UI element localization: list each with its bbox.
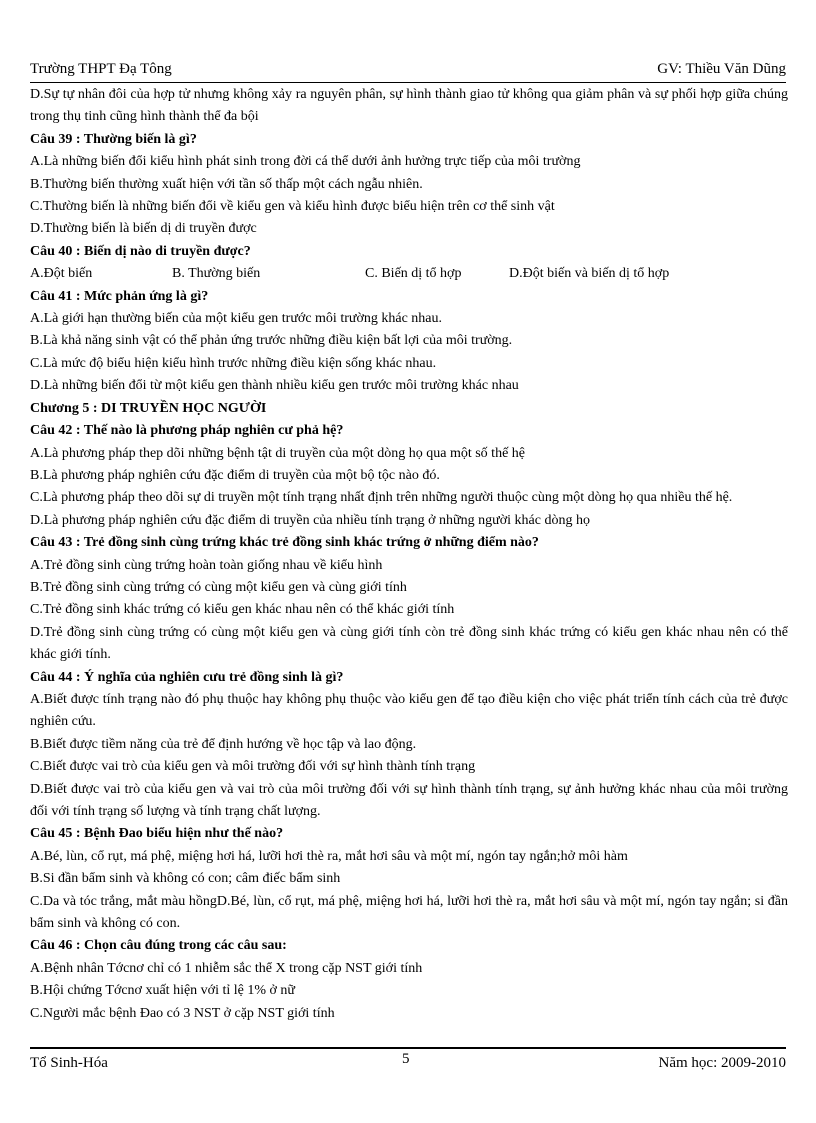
answer-line: A.Trẻ đồng sinh cùng trứng hoàn toàn giống nhau về kiểu hình [30, 557, 383, 573]
question-heading: Câu 42 : Thế nào là phương pháp nghiên cư phả hệ? [30, 423, 344, 439]
answer-line: C.Da và tóc trắng, mắt màu hồngD.Bé, lùn, cổ rụt, má phệ, miệng hơi há, lưỡi hơi thè ra, mắt hơi sâu và một mí, ngón tay ngắn; si đần bẩm sinh và không có con. [30, 893, 788, 932]
answer-line: A.Là phương pháp thep dõi những bệnh tật di truyền của một dòng họ qua một số thế hệ [30, 445, 525, 461]
text-block-1 [30, 84, 788, 263]
answer-line: D.Trẻ đồng sinh cùng trứng có cùng một kiểu gen và cùng giới tính còn trẻ đồng sinh khác trứng có kiểu gen khác nhau nên có thể khác giới tính. [30, 624, 788, 663]
school-year: Năm học: 2009-2010 [658, 1055, 786, 1071]
answer-line: C.Trẻ đồng sinh khác trứng có kiểu gen khác nhau nên có thể khác giới tính [30, 602, 455, 618]
answer-line: C.Người mắc bệnh Đao có 3 NST ở cặp NST giới tính [30, 1005, 335, 1021]
page-number: 5 [402, 1051, 410, 1067]
question-heading: Chương 5 : DI TRUYỀN HỌC NGƯỜI [30, 400, 267, 416]
answer-line: C.Thường biến là những biến đổi về kiểu gen và kiểu hình được biểu hiện trên cơ thể sinh vật [30, 199, 555, 215]
answer-line: B.Hội chứng Tớcnơ xuất hiện với tỉ lệ 1% ở nữ [30, 983, 295, 999]
q40-option-a: A.Đột biến [30, 266, 93, 282]
question-heading: Câu 41 : Mức phản ứng là gì? [30, 288, 209, 304]
document-body [30, 84, 788, 1025]
q40-option-d: D.Đột biến và biến dị tổ hợp [509, 266, 670, 282]
answer-line: B.Là khả năng sinh vật có thể phản ứng trước những điều kiện bất lợi của môi trường. [30, 333, 513, 349]
department: Tổ Sinh-Hóa [30, 1055, 108, 1071]
answer-line: A.Bé, lùn, cổ rụt, má phệ, miệng hơi há, lưỡi hơi thè ra, mắt hơi sâu và một mí, ngón tay ngắn;hở môi hàm [30, 848, 628, 864]
q40-options [30, 263, 788, 285]
q40-option-b: B. Thường biến [172, 266, 261, 282]
question-heading: Câu 40 : Biến dị nào di truyền được? [30, 243, 251, 259]
teacher-name: GV: Thiều Văn Dũng [657, 61, 786, 77]
question-heading: Câu 39 : Thường biến là gì? [30, 131, 197, 147]
answer-line: B.Là phương pháp nghiên cứu đặc điểm di truyền của một bộ tộc nào đó. [30, 467, 440, 483]
answer-line: C.Biết được vai trò của kiểu gen và môi trường đối với sự hình thành tính trạng [30, 759, 476, 775]
answer-line: C.Là mức độ biểu hiện kiểu hình trước những điều kiện sống khác nhau. [30, 355, 437, 371]
question-heading: Câu 45 : Bệnh Đao biểu hiện như thế nào? [30, 826, 284, 842]
answer-line: B.Thường biến thường xuất hiện với tần số thấp một cách ngẫu nhiên. [30, 176, 423, 192]
answer-line: D.Thường biến là biến dị di truyền được [30, 221, 257, 237]
answer-line: D.Biết được vai trò của kiểu gen và vai trò của môi trường đối với sự hình thành tính trạng, sự ảnh hưởng khác nhau của môi trường đối với tính trạng số lượng và tính trạng chất lượng. [30, 781, 788, 819]
answer-line: A.Là những biến đổi kiểu hình phát sinh trong đời cá thể dưới ảnh hưởng trực tiếp của môi trường [30, 154, 581, 170]
question-heading: Câu 46 : Chọn câu đúng trong các câu sau: [30, 938, 287, 954]
text-block-2 [30, 286, 788, 1025]
answer-line: C.Là phương pháp theo dõi sự di truyền một tính trạng nhất định trên những người thuộc cùng một dòng họ qua nhiều thế hệ. [30, 490, 733, 506]
question-heading: Câu 43 : Trẻ đồng sinh cùng trứng khác trẻ đồng sinh khác trứng ở những điểm nào? [30, 535, 539, 551]
answer-line: D.Là những biến đổi từ một kiểu gen thành nhiều kiểu gen trước môi trường khác nhau [30, 378, 519, 394]
answer-line: B.Biết được tiềm năng của trẻ để định hướng về học tập và lao động. [30, 736, 417, 752]
answer-line: D.Là phương pháp nghiên cứu đặc điểm di truyền của nhiều tính trạng ở những người khác dòng họ [30, 512, 590, 528]
q40-option-c: C. Biến dị tổ hợp [365, 266, 462, 282]
page-header [30, 56, 786, 83]
answer-line: D.Sự tự nhân đôi của hợp tử nhưng không xảy ra nguyên phân, sự hình thành giao tử không qua giảm phân và sự phối hợp giữa chúng trong thụ tinh cũng hình thành thể đa bội [30, 87, 788, 125]
answer-line: A.Bệnh nhân Tớcnơ chỉ có 1 nhiễm sắc thể X trong cặp NST giới tính [30, 960, 423, 976]
page-footer [30, 1047, 786, 1072]
school-name: Trường THPT Đạ Tông [30, 61, 172, 77]
answer-line: B.Trẻ đồng sinh cùng trứng có cùng một kiểu gen và cùng giới tính [30, 579, 407, 595]
answer-line: A.Biết được tính trạng nào đó phụ thuộc hay không phụ thuộc vào kiểu gen để tạo điều kiện cho việc phát triển tính cách của trẻ được nghiên cứu. [30, 691, 788, 730]
answer-line: B.Si đần bẩm sinh và không có con; câm điếc bẩm sinh [30, 871, 341, 887]
question-heading: Câu 44 : Ý nghĩa của nghiên cưu trẻ đồng sinh là gì? [30, 669, 344, 685]
answer-line: A.Là giới hạn thường biến của một kiểu gen trước môi trường khác nhau. [30, 311, 443, 327]
